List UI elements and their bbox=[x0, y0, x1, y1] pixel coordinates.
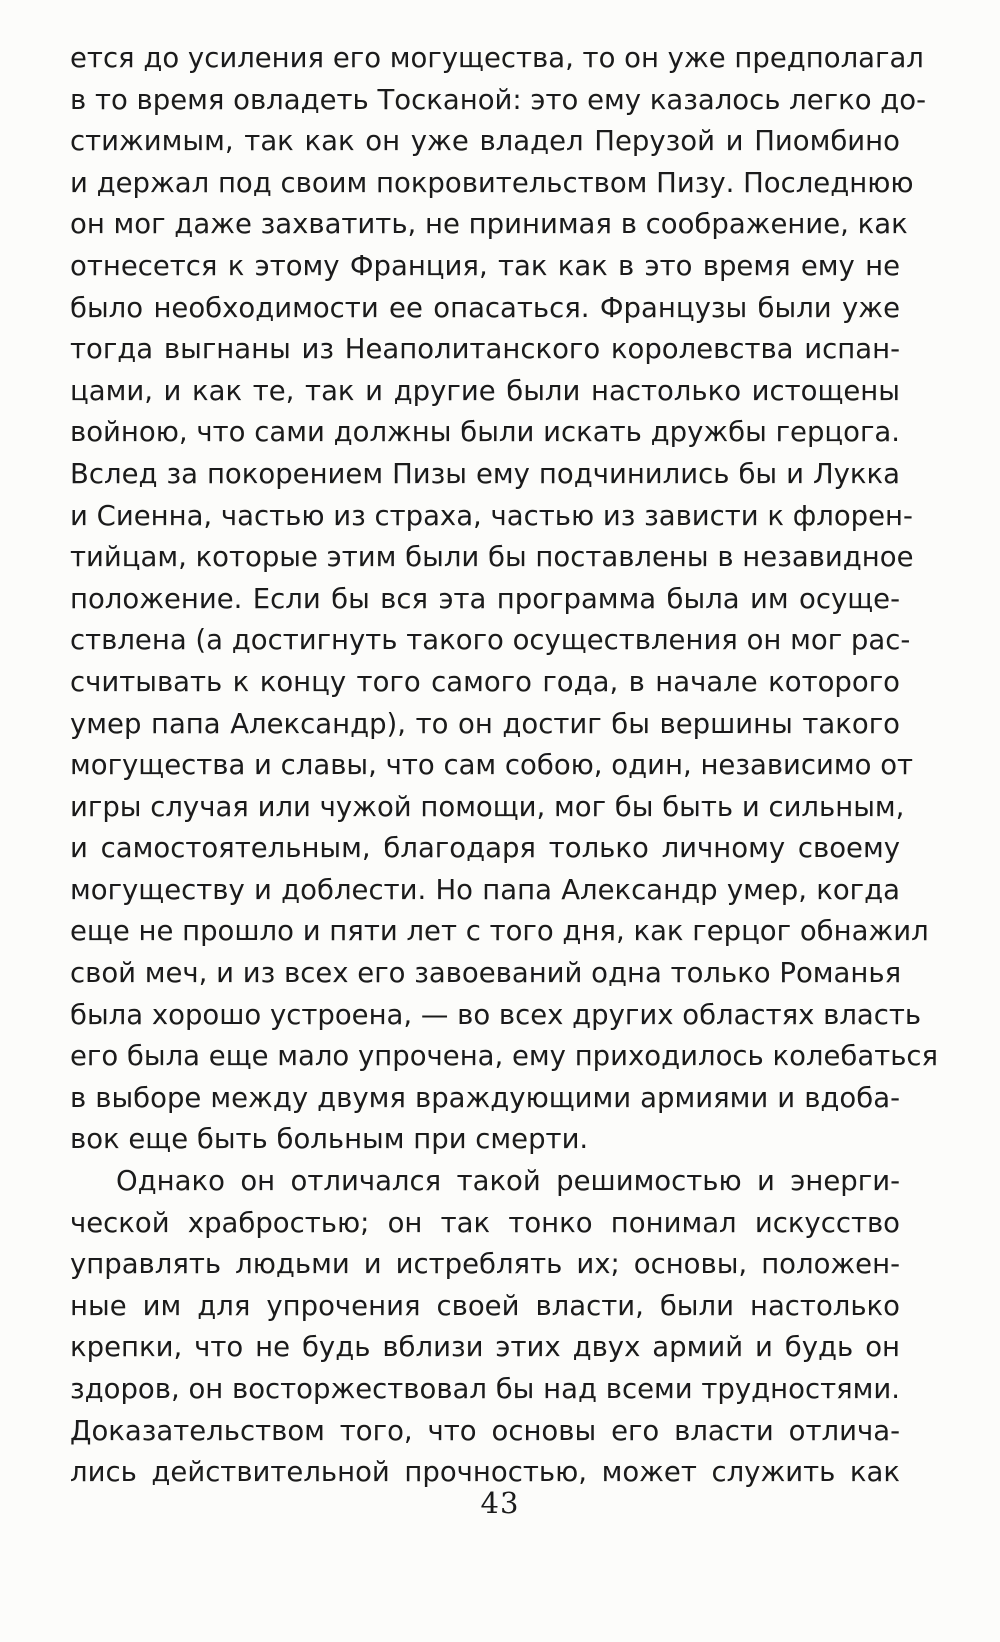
text-line: стижимым, так как он уже владел Перузой и Пиомбино bbox=[70, 125, 900, 158]
text-line: в то время овладеть Тосканой: это ему казалось легко до- bbox=[70, 83, 927, 116]
text-line: он мог даже захватить, не принимая в соображение, как bbox=[70, 208, 908, 241]
text-line: крепки, что не будь вблизи этих двух армий и будь он bbox=[70, 1331, 900, 1364]
text-line: могуществу и доблести. Но папа Александр умер, когда bbox=[70, 873, 900, 906]
text-line: игры случая или чужой помощи, мог бы быть и сильным, bbox=[70, 790, 905, 823]
page-number: 43 bbox=[480, 1486, 520, 1520]
text-line: и держал под своим покровительством Пизу. Последнюю bbox=[70, 166, 914, 199]
text-line: ные им для упрочения своей власти, были настолько bbox=[70, 1289, 900, 1322]
text-line: цами, и как те, так и другие были настолько истощены bbox=[70, 374, 900, 407]
text-line: положение. Если бы вся эта программа была им осуще- bbox=[70, 582, 900, 615]
text-line: управлять людьми и истреблять их; основы, положен- bbox=[70, 1248, 900, 1281]
text-line: здоров, он восторжествовал бы над всеми трудностями. bbox=[70, 1373, 900, 1405]
text-line: войною, что сами должны были искать дружбы герцога. bbox=[70, 416, 900, 449]
text-line: в выборе между двумя враждующими армиями и вдоба- bbox=[70, 1081, 900, 1114]
body-text bbox=[70, 38, 939, 1494]
text-line: свой меч, и из всех его завоеваний одна только Романья bbox=[70, 957, 902, 990]
text-line: было необходимости ее опасаться. Французы были уже bbox=[70, 291, 900, 324]
text-line: была хорошо устроена, — во всех других областях власть bbox=[70, 998, 922, 1031]
text-line: ствлена (а достигнуть такого осуществления он мог рас- bbox=[70, 624, 911, 657]
text-line: ется до усиления его могущества, то он уже предполагал bbox=[70, 42, 924, 74]
text-line: тийцам, которые этим были бы поставлены в незавидное bbox=[70, 541, 914, 574]
text-line: Однако он отличался такой решимостью и энерги- bbox=[116, 1165, 900, 1198]
paragraph-1 bbox=[70, 38, 939, 1161]
text-line: ческой храбростью; он так тонко понимал искусство bbox=[70, 1206, 900, 1239]
text-line: считывать к концу того самого года, в начале которого bbox=[70, 665, 900, 698]
text-line: его была еще мало упрочена, ему приходилось колебаться bbox=[70, 1040, 939, 1073]
text-line: вок еще быть больным при смерти. bbox=[70, 1123, 589, 1156]
text-line: Вслед за покорением Пизы ему подчинились бы и Лукка bbox=[70, 457, 900, 490]
text-line: умер папа Александр), то он достиг бы вершины такого bbox=[70, 707, 900, 740]
text-line: отнесется к этому Франция, так как в это время ему не bbox=[70, 249, 900, 282]
text-line: еще не прошло и пяти лет с того дня, как герцог обнажил bbox=[70, 915, 929, 948]
text-line: и Сиенна, частью из страха, частью из зависти к флорен- bbox=[70, 499, 913, 532]
text-line: и самостоятельным, благодаря только личному своему bbox=[70, 832, 900, 865]
text-line: лись действительной прочностью, может служить как bbox=[70, 1456, 900, 1489]
text-line: Доказательством того, что основы его власти отлича- bbox=[70, 1414, 900, 1447]
paragraph-2 bbox=[70, 1161, 900, 1494]
text-line: тогда выгнаны из Неаполитанского королевства испан- bbox=[70, 333, 900, 366]
text-line: могущества и славы, что сам собою, один, независимо от bbox=[70, 749, 914, 782]
